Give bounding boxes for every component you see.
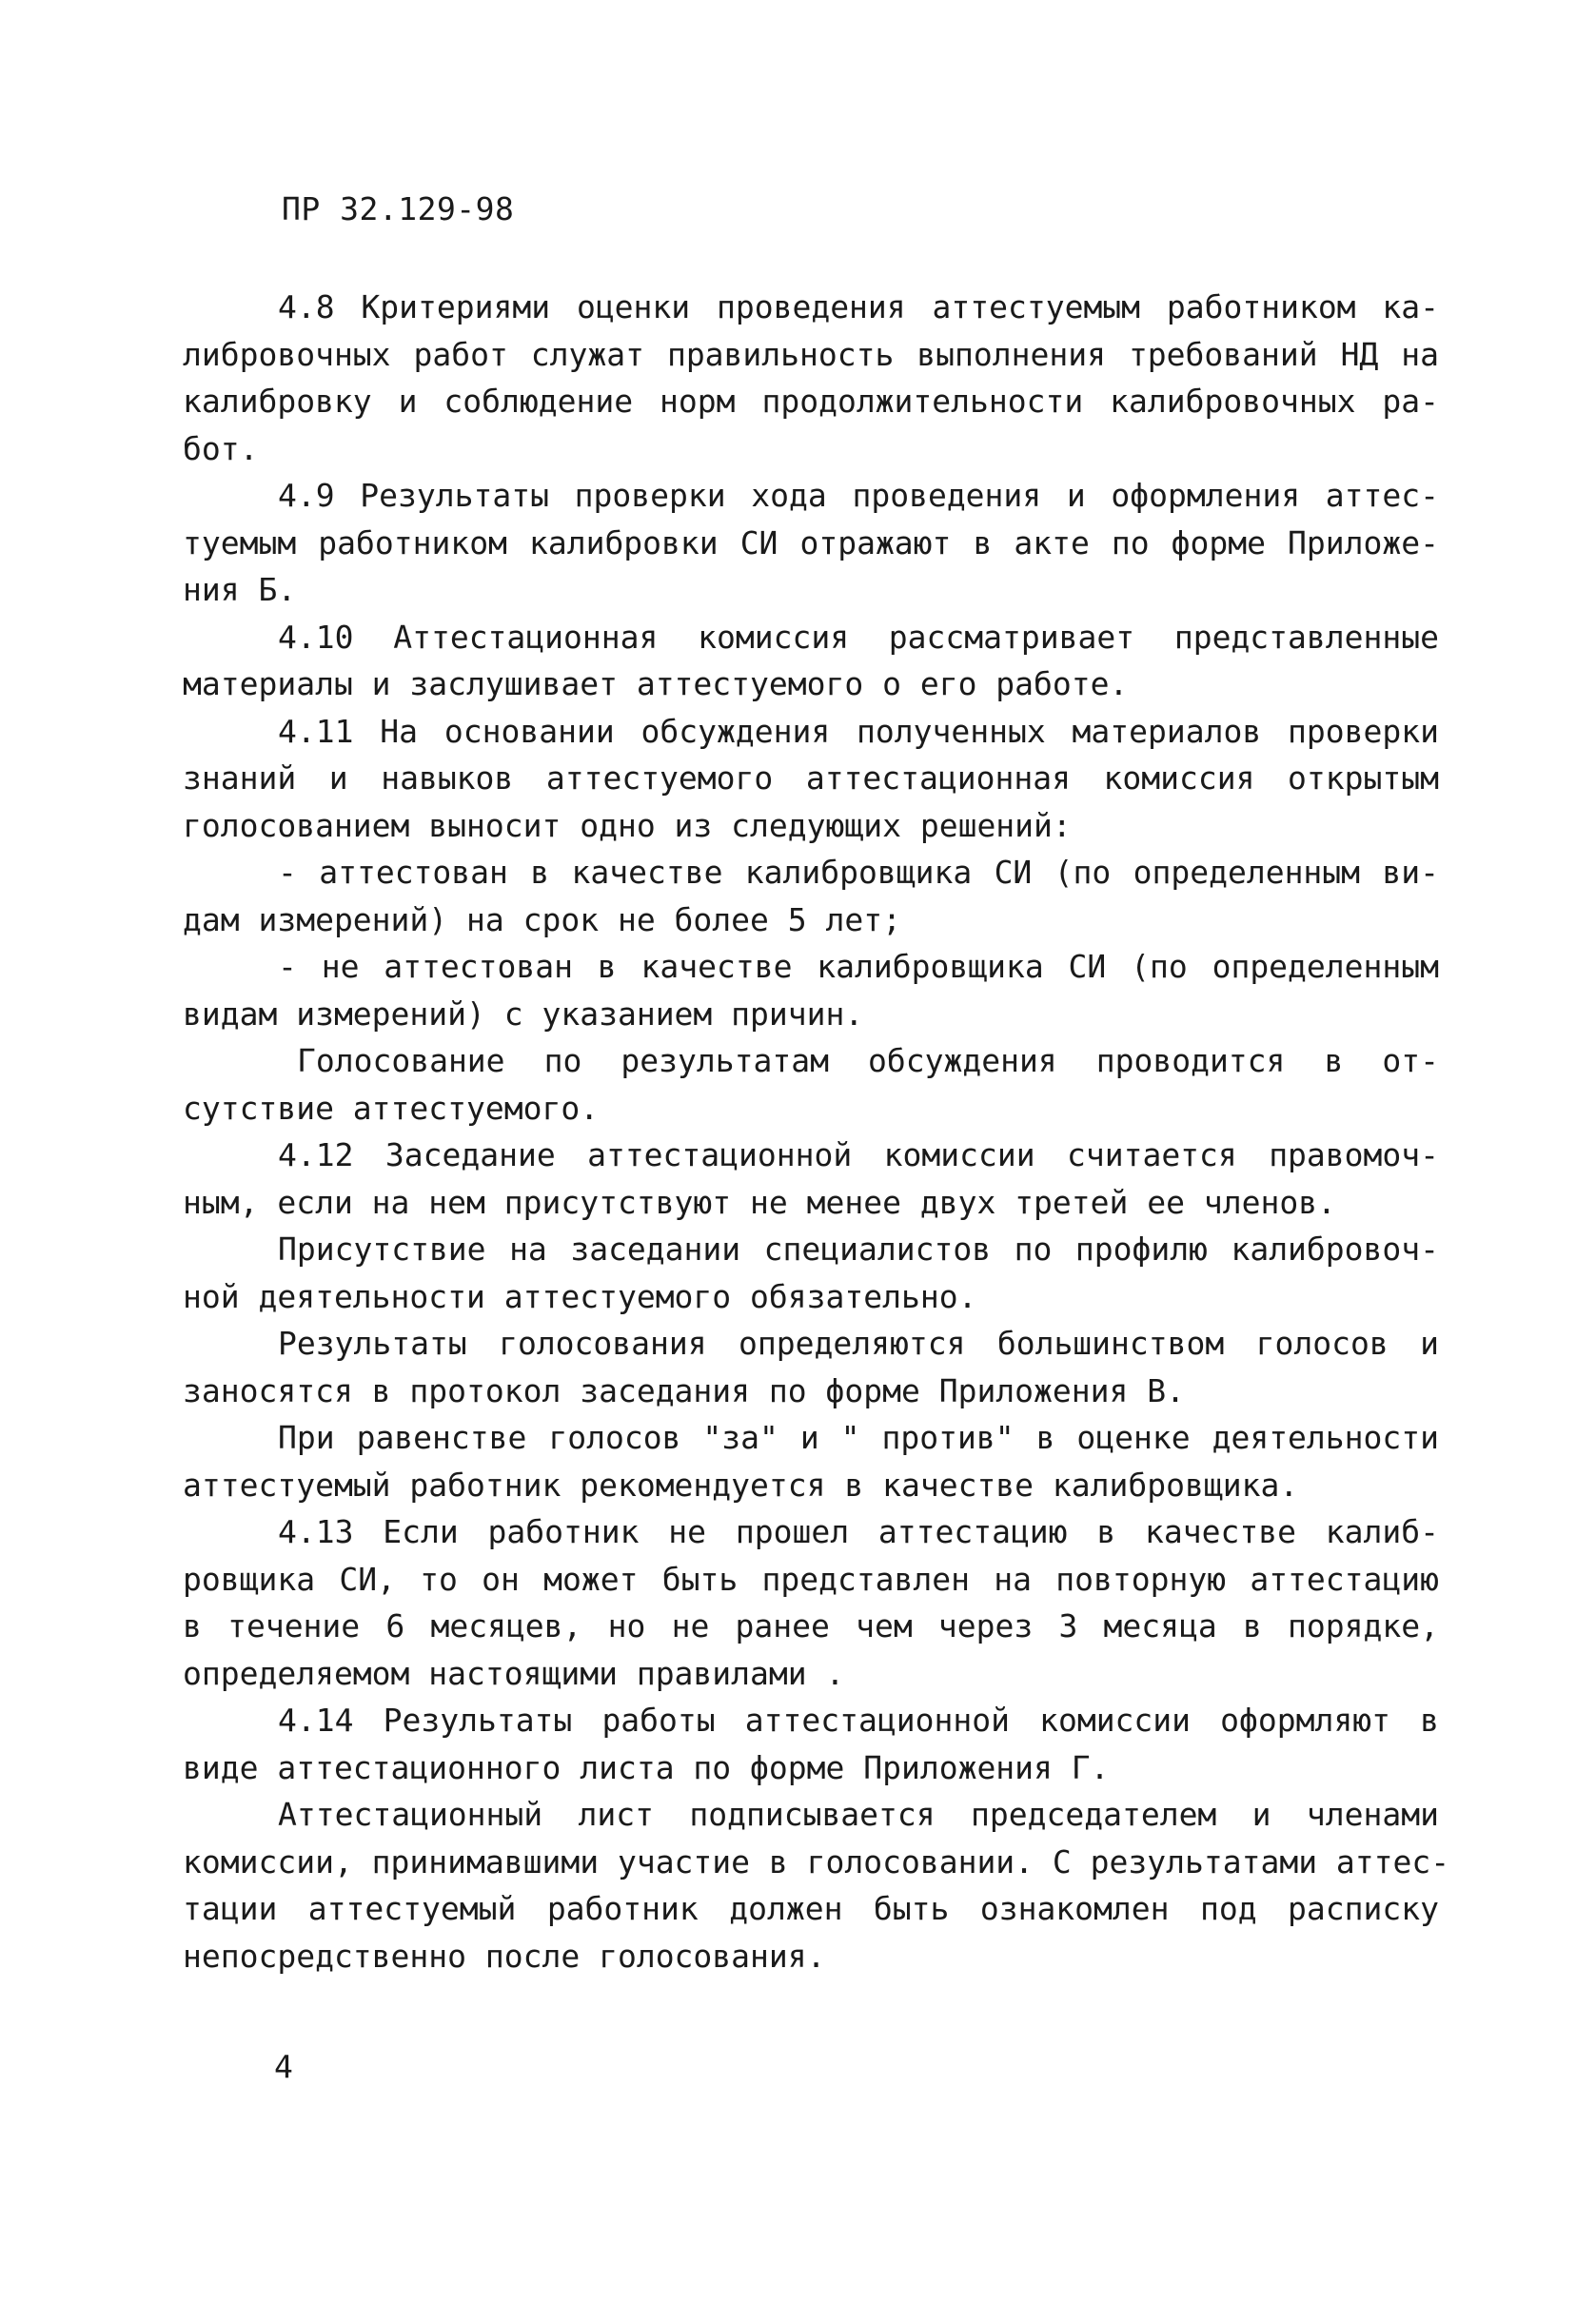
page-number: 4 — [274, 2048, 293, 2085]
text-line: Присутствие на заседании специалистов по профилю калибровоч- — [278, 1231, 1439, 1268]
text-line: аттестуемый работник рекомендуется в качестве калибровщика. — [183, 1466, 1299, 1504]
text-line: 4.11 На основании обсуждения полученных материалов проверки — [278, 712, 1439, 750]
text-line: либровочных работ служат правильность выполнения требований НД на — [183, 335, 1439, 373]
text-line: ровщика СИ, то он может быть представлен на повторную аттестацию — [183, 1560, 1439, 1598]
text-line: 4.9 Результаты проверки хода проведения и оформления аттес- — [278, 477, 1439, 514]
text-line: Голосование по результатам обсуждения проводится в от- — [297, 1042, 1439, 1079]
text-line: определяемом настоящими правилами . — [183, 1654, 845, 1692]
document-header: ПР 32.129-98 — [282, 190, 515, 227]
text-line: При равенстве голосов "за" и " против" в оценке деятельности — [278, 1419, 1439, 1456]
text-line: туемым работником калибровки СИ отражают в акте по форме Приложе- — [183, 523, 1439, 561]
text-line: ния Б. — [183, 571, 297, 608]
text-line: комиссии, принимавшими участие в голосовании. С результатами аттес- — [183, 1842, 1450, 1881]
text-line: непосредственно после голосования. — [183, 1937, 826, 1975]
text-line: бот. — [183, 429, 259, 467]
text-line: - не аттестован в качестве калибровщика СИ (по определенным — [278, 948, 1439, 985]
text-line: сутствие аттестуемого. — [183, 1089, 600, 1127]
text-line: тации аттестуемый работник должен быть ознакомлен под расписку — [183, 1890, 1439, 1927]
text-line: в течение 6 месяцев, но не ранее чем через 3 месяца в порядке, — [183, 1607, 1439, 1644]
text-line: знаний и навыков аттестуемого аттестационная комиссия открытым — [183, 759, 1439, 797]
text-line: заносятся в протокол заседания по форме Приложения В. — [183, 1371, 1185, 1409]
text-line: голосованием выносит одно из следующих решений: — [183, 806, 1072, 844]
text-line: 4.8 Критериями оценки проведения аттестуемым работником ка- — [278, 288, 1439, 325]
text-line: 4.12 Заседание аттестационной комиссии считается правомоч- — [278, 1136, 1439, 1173]
text-line: 4.10 Аттестационная комиссия рассматривает представленные — [278, 618, 1439, 656]
text-line: ной деятельности аттестуемого обязательно. — [183, 1277, 977, 1315]
text-line: видам измерений) с указанием причин. — [183, 994, 864, 1033]
text-line: материалы и заслушивает аттестуемого о его работе. — [183, 665, 1129, 702]
text-line: 4.13 Если работник не прошел аттестацию в качестве калиб- — [278, 1513, 1439, 1550]
text-line: Результаты голосования определяются большинством голосов и — [278, 1325, 1439, 1362]
text-line: дам измерений) на срок не более 5 лет; — [183, 900, 901, 938]
text-line: - аттестован в качестве калибровщика СИ (по определенным ви- — [278, 854, 1439, 891]
text-line: ным, если на нем присутствуют не менее двух третей ее членов. — [183, 1183, 1336, 1221]
text-line: Аттестационный лист подписывается председателем и членами — [278, 1796, 1439, 1833]
text-line: 4.14 Результаты работы аттестационной комиссии оформляют в — [278, 1702, 1439, 1739]
text-line: калибровку и соблюдение норм продолжительности калибровочных ра- — [183, 383, 1439, 420]
text-line: виде аттестационного листа по форме Приложения Г. — [183, 1748, 1110, 1786]
document-body — [183, 284, 1450, 1979]
